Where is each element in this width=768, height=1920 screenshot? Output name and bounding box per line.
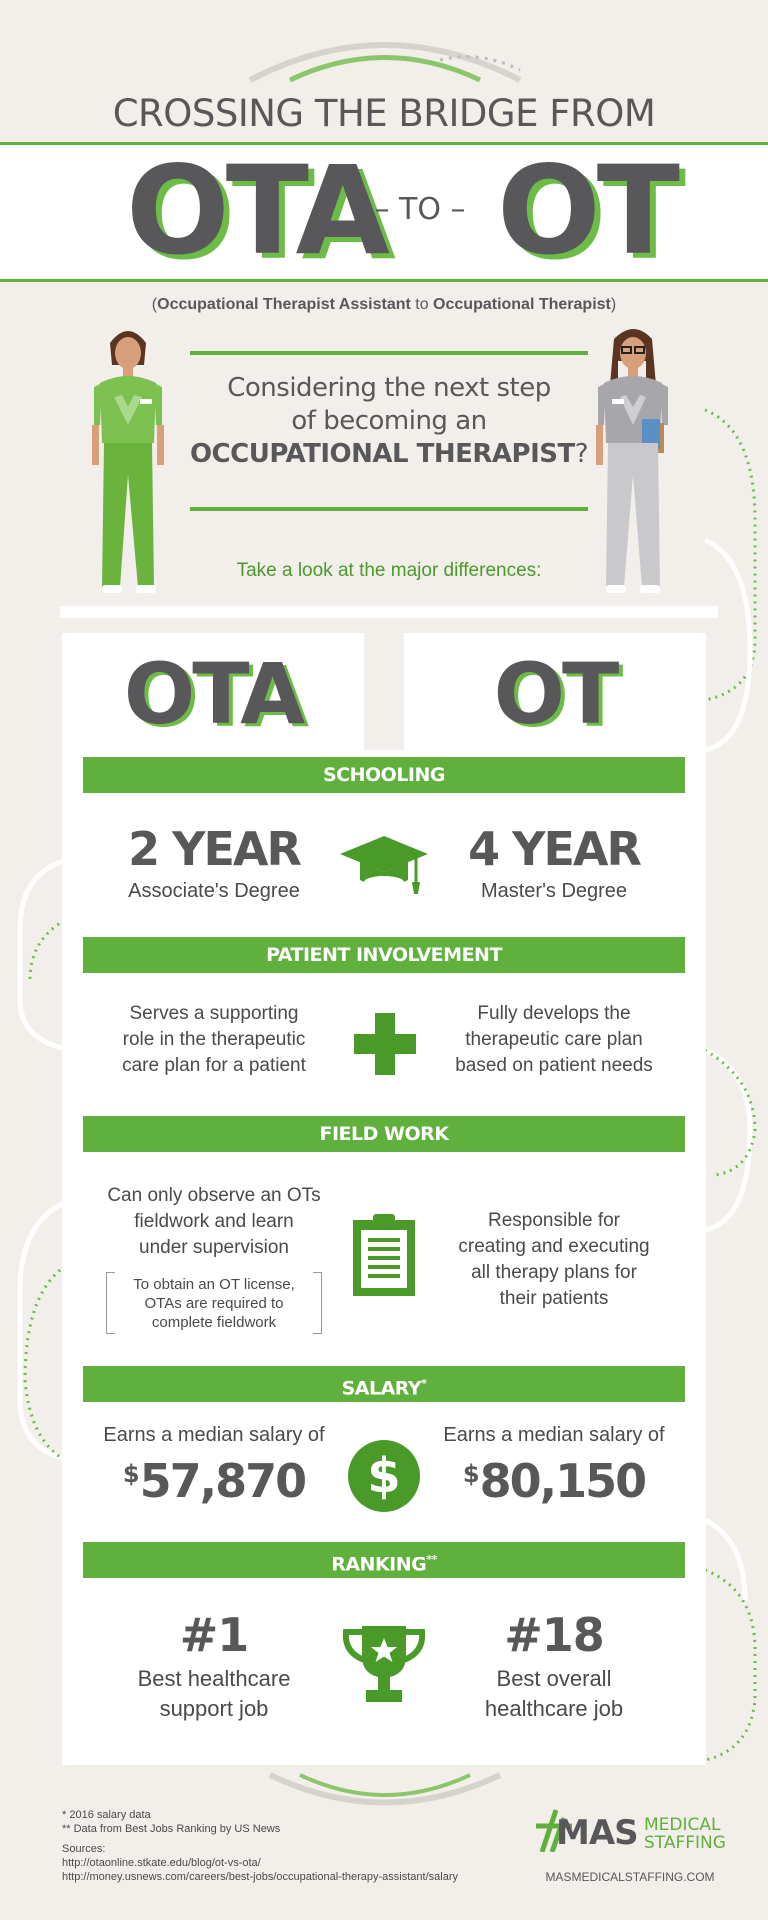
subtitle-ota: Occupational Therapist Assistant [157, 296, 411, 313]
title-left-word: OTA [126, 140, 386, 282]
ot-salary-text: Earns a median salary of [443, 1424, 665, 1446]
subtitle-ot: Occupational Therapist [433, 296, 611, 313]
column-label-ot: OT [493, 645, 617, 743]
intro-bottom-rule [190, 507, 588, 511]
ota-schooling-years: 2 YEAR [128, 822, 300, 876]
note-corner [107, 1272, 115, 1273]
ot-salary-amount [428, 1454, 680, 1508]
dollar-icon [348, 1440, 420, 1512]
ot-salary-currency: $ [462, 1460, 480, 1488]
ota-salary-text: Earns a median salary of [103, 1424, 325, 1446]
ot-salary-value: 80,150 [479, 1454, 646, 1508]
ot-fieldwork-line: creating and executing [458, 1236, 650, 1257]
ota-rank: #1 [179, 1608, 249, 1662]
brand-main: MAS [556, 1813, 638, 1853]
subtitle-close: ) [610, 296, 617, 313]
ota-patient-line: Serves a supporting [129, 1003, 299, 1024]
header-title: CROSSING THE BRIDGE FROM [112, 92, 656, 135]
note-corner [313, 1333, 321, 1334]
source-link[interactable]: http://money.usnews.com/careers/best-jobs/occupational-therapy-assistant/salary [62, 1871, 458, 1883]
subtitle-to: to [410, 296, 434, 313]
ota-salary-currency: $ [122, 1460, 140, 1488]
footnotes [62, 1808, 502, 1884]
graduation-cap-icon [338, 832, 430, 894]
intro-text [150, 372, 628, 471]
salary-label: SALARY [341, 1377, 422, 1400]
ot-fieldwork-text [433, 1208, 675, 1312]
intro-cta: Take a look at the major differences: [236, 560, 542, 581]
brand-sub-1: MEDICAL [644, 1815, 721, 1835]
column-label-ota: OTA [123, 645, 303, 743]
brand-logo [530, 1806, 726, 1866]
intro-highlight: OCCUPATIONAL THERAPIST [189, 439, 575, 469]
title-right-word: OT [497, 140, 676, 282]
ot-fieldwork-line: Responsible for [487, 1210, 621, 1231]
brand-url[interactable]: MASMEDICALSTAFFING.COM [545, 1870, 715, 1884]
brand-sub-2: STAFFING [644, 1833, 726, 1853]
subtitle-open: ( [151, 296, 158, 313]
ota-fieldwork-text [88, 1183, 340, 1261]
ot-schooling-years: 4 YEAR [468, 822, 640, 876]
section-bar-patient-involvement: PATIENT INVOLVEMENT [83, 937, 685, 973]
sources-label: Sources: [62, 1843, 106, 1855]
note-corner [107, 1333, 115, 1334]
trophy-icon [340, 1622, 428, 1706]
clipboard-icon [351, 1212, 417, 1298]
ot-patient-line: Fully develops the [477, 1003, 631, 1024]
fieldwork-note-line: OTAs are required to [144, 1295, 284, 1312]
intro-top-rule [190, 351, 588, 355]
ota-rank-line: Best healthcare [137, 1666, 291, 1691]
intro-line-3 [150, 438, 628, 471]
ot-fieldwork-line: all therapy plans for [471, 1262, 637, 1283]
medical-cross-icon [354, 1013, 416, 1075]
section-bar-field-work: FIELD WORK [83, 1116, 685, 1152]
ranking-label: RANKING [331, 1553, 427, 1576]
ota-fieldwork-line: fieldwork and learn [134, 1211, 294, 1232]
fieldwork-note-line: complete fieldwork [151, 1314, 277, 1331]
ot-fieldwork-line: their patients [499, 1288, 609, 1309]
ota-patient-line: care plan for a patient [122, 1055, 306, 1076]
section-bar-schooling: SCHOOLING [83, 757, 685, 793]
footnote-line: ** Data from Best Jobs Ranking by US News [62, 1823, 281, 1835]
section-bar-salary [83, 1366, 685, 1402]
ota-salary-amount [88, 1454, 340, 1508]
salary-label-mark: * [421, 1377, 427, 1390]
ota-salary-value: 57,870 [139, 1454, 306, 1508]
ot-patient-text [433, 1001, 675, 1079]
ot-patient-line: therapeutic care plan [465, 1029, 643, 1050]
ot-schooling-degree: Master's Degree [480, 880, 628, 902]
platform [60, 606, 718, 618]
ota-patient-line: role in the therapeutic [122, 1029, 306, 1050]
intro-line-2: of becoming an [291, 406, 487, 436]
intro-question-mark: ? [574, 439, 589, 469]
ota-fieldwork-line: Can only observe an OTs [107, 1185, 321, 1206]
intro-line-1: Considering the next step [227, 373, 551, 403]
fieldwork-note-text [107, 1272, 321, 1332]
ot-patient-line: based on patient needs [455, 1055, 653, 1076]
ota-fieldwork-line: under supervision [139, 1237, 289, 1258]
ranking-label-mark: ** [426, 1553, 437, 1566]
ota-rank-text [93, 1664, 335, 1724]
dollar-icon-glyph: $ [367, 1448, 401, 1504]
fieldwork-note [106, 1272, 322, 1334]
ot-rank-text [433, 1664, 675, 1724]
footnote-line: * 2016 salary data [62, 1809, 151, 1821]
ota-schooling-degree: Associate's Degree [128, 880, 300, 902]
ota-patient-text [93, 1001, 335, 1079]
ota-rank-line: support job [159, 1696, 269, 1721]
title-connector: – TO – [374, 192, 466, 227]
ot-rank-line: healthcare job [484, 1696, 624, 1721]
section-bar-ranking [83, 1542, 685, 1578]
source-link[interactable]: http://otaonline.stkate.edu/blog/ot-vs-ota/ [62, 1857, 261, 1869]
ot-rank-line: Best overall [496, 1666, 612, 1691]
note-corner [313, 1272, 321, 1273]
fieldwork-note-line: To obtain an OT license, [133, 1276, 295, 1293]
ot-rank: #18 [504, 1608, 604, 1662]
header-subtitle [0, 296, 768, 314]
